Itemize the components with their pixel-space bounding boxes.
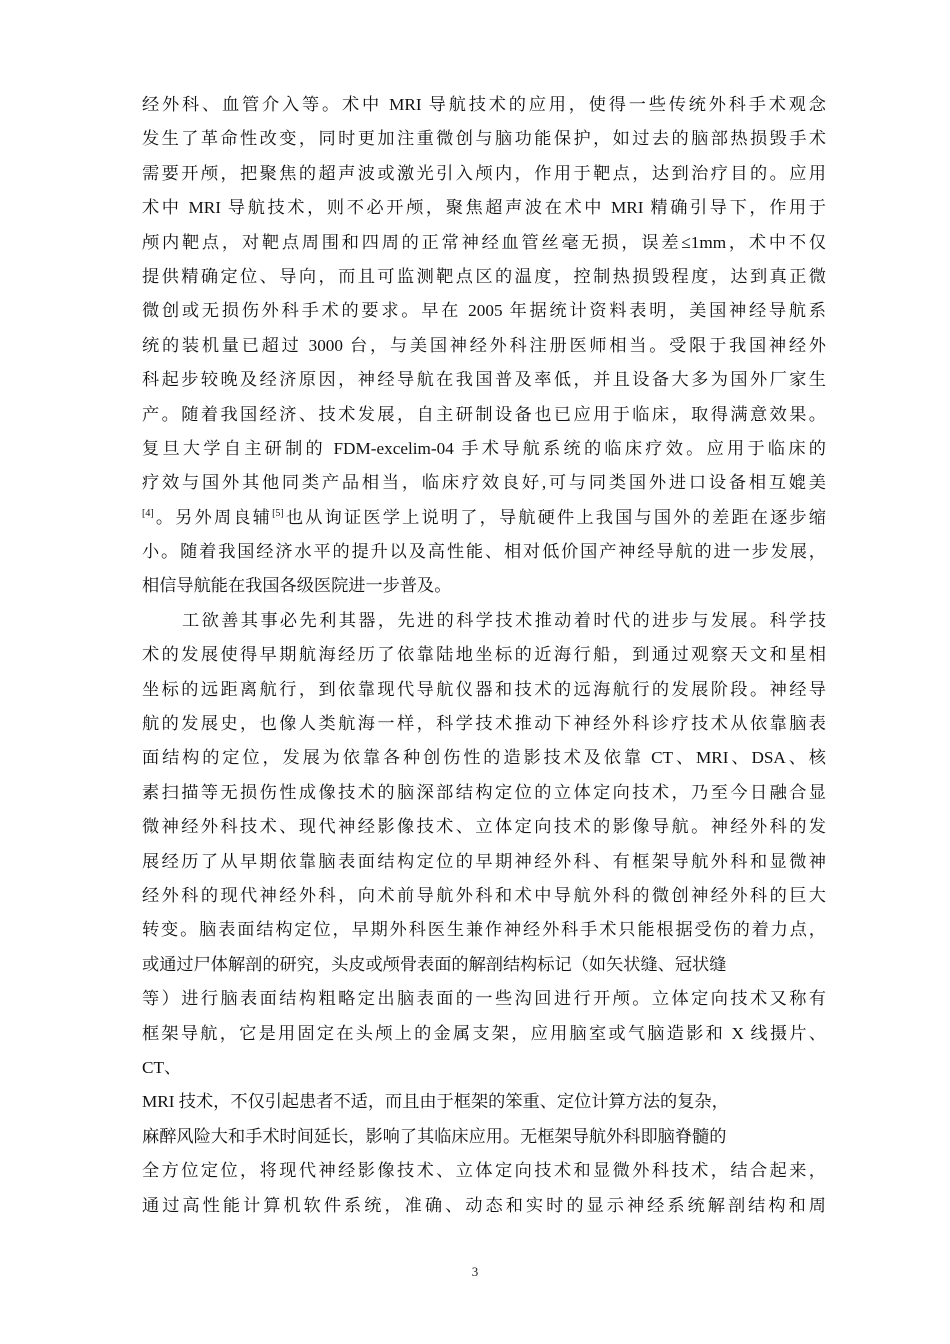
text-line: 产。随着我国经济、技术发展，自主研制设备也已应用于临床，取得满意效果。: [142, 404, 826, 424]
text-line: 素扫描等无损伤性成像技术的脑深部结构定位的立体定向技术，乃至今日融合显: [142, 782, 826, 802]
body-text: [142, 88, 826, 1223]
text-line: 微创或无损伤外科手术的要求。早在 2005 年据统计资料表明，美国神经导航系: [142, 301, 826, 321]
paragraph-2: [142, 604, 826, 1223]
text-line: 颅内靶点，对靶点周围和四周的正常神经血管丝毫无损，误差≤1mm，术中不仅: [142, 232, 826, 252]
text-line: 麻醉风险大和手术时间延长，影响了其临床应用。无框架导航外科即脑脊髓的: [142, 1126, 727, 1146]
text-line: 科起步较晚及经济原因，神经导航在我国普及率低，并且设备大多为国外厂家生: [142, 370, 826, 390]
text-line: 经外科、血管介入等。术中 MRI 导航技术的应用，使得一些传统外科手术观念: [142, 95, 826, 114]
text-line: 统的装机量已超过 3000 台，与美国神经外科注册医师相当。受限于我国神经外: [142, 335, 826, 355]
text-line: 通过高性能计算机软件系统，准确、动态和实时的显示神经系统解剖结构和周: [142, 1195, 826, 1215]
text-line: 等）进行脑表面结构粗略定出脑表面的一些沟回进行开颅。立体定向技术又称有: [142, 989, 826, 1009]
text-line: 术的发展使得早期航海经历了依靠陆地坐标的近海行船，到通过观察天文和星相: [142, 645, 826, 665]
text-line: 需要开颅，把聚焦的超声波或激光引入颅内，作用于靶点，达到治疗目的。应用: [142, 163, 826, 183]
citation-ref-4[interactable]: [4]: [142, 507, 154, 519]
citation-ref-5[interactable]: [5]: [272, 507, 284, 519]
text-line: 航的发展史，也像人类航海一样，科学技术推动下神经外科诊疗技术从依靠脑表: [142, 714, 826, 734]
text-line: 发生了革命性改变，同时更加注重微创与脑功能保护，如过去的脑部热损毁手术: [142, 129, 826, 149]
text-line: 展经历了从早期依靠脑表面结构定位的早期神经外科、有框架导航外科和显微神: [142, 851, 826, 871]
page-number: 3: [471, 1264, 479, 1279]
text-line: 疗效与国外其他同类产品相当，临床疗效良好,可与同类国外进口设备相互媲美: [142, 473, 826, 493]
text-line: 微神经外科技术、现代神经影像技术、立体定向技术的影像导航。神经外科的发: [142, 817, 826, 837]
text-line: 工欲善其事必先利其器，先进的科学技术推动着时代的进步与发展。科学技: [182, 610, 826, 630]
text-line: MRI 技术，不仅引起患者不适，而且由于框架的笨重、定位计算方法的复杂，: [142, 1092, 729, 1112]
text-line: 或通过尸体解剖的研究，头皮或颅骨表面的解剖结构标记（如矢状缝、冠状缝: [142, 954, 727, 974]
text-line: 术中 MRI 导航技术，则不必开颅，聚焦超声波在术中 MRI 精确引导下，作用于: [142, 198, 826, 218]
text-line: 框架导航，它是用固定在头颅上的金属支架，应用脑室或气脑造影和 X 线摄片、: [142, 1023, 826, 1043]
text-line: 全方位定位，将现代神经影像技术、立体定向技术和显微外科技术，结合起来，: [142, 1161, 826, 1181]
text-line: 提供精确定位、导向，而且可监测靶点区的温度，控制热损毁程度，达到真正微: [142, 266, 826, 286]
text-span: 。另外周良辅: [153, 507, 273, 527]
text-line-with-citations: [142, 501, 826, 535]
text-span: 也从询证医学上说明了，导航硬件上我国与国外的差距在逐步缩: [283, 507, 826, 527]
text-line: 转变。脑表面结构定位，早期外科医生兼作神经外科手术只能根据受伤的着力点，: [142, 920, 826, 940]
text-line: 经外科的现代神经外科，向术前导航外科和术中导航外科的微创神经外科的巨大: [142, 885, 826, 905]
text-line: 相信导航能在我国各级医院进一步普及。: [142, 576, 452, 596]
text-line: CT、: [142, 1057, 182, 1077]
text-line: 坐标的远距离航行，到依靠现代导航仪器和技术的远海航行的发展阶段。神经导: [142, 679, 826, 699]
text-line: 小。随着我国经济水平的提升以及高性能、相对低价国产神经导航的进一步发展，: [142, 542, 826, 562]
paragraph-1: [142, 88, 826, 604]
text-line: 复旦大学自主研制的 FDM-excelim-04 手术导航系统的临床疗效。应用于临床的: [142, 438, 826, 458]
text-line: 面结构的定位，发展为依靠各种创伤性的造影技术及依靠 CT、MRI、DSA、核: [142, 748, 826, 768]
